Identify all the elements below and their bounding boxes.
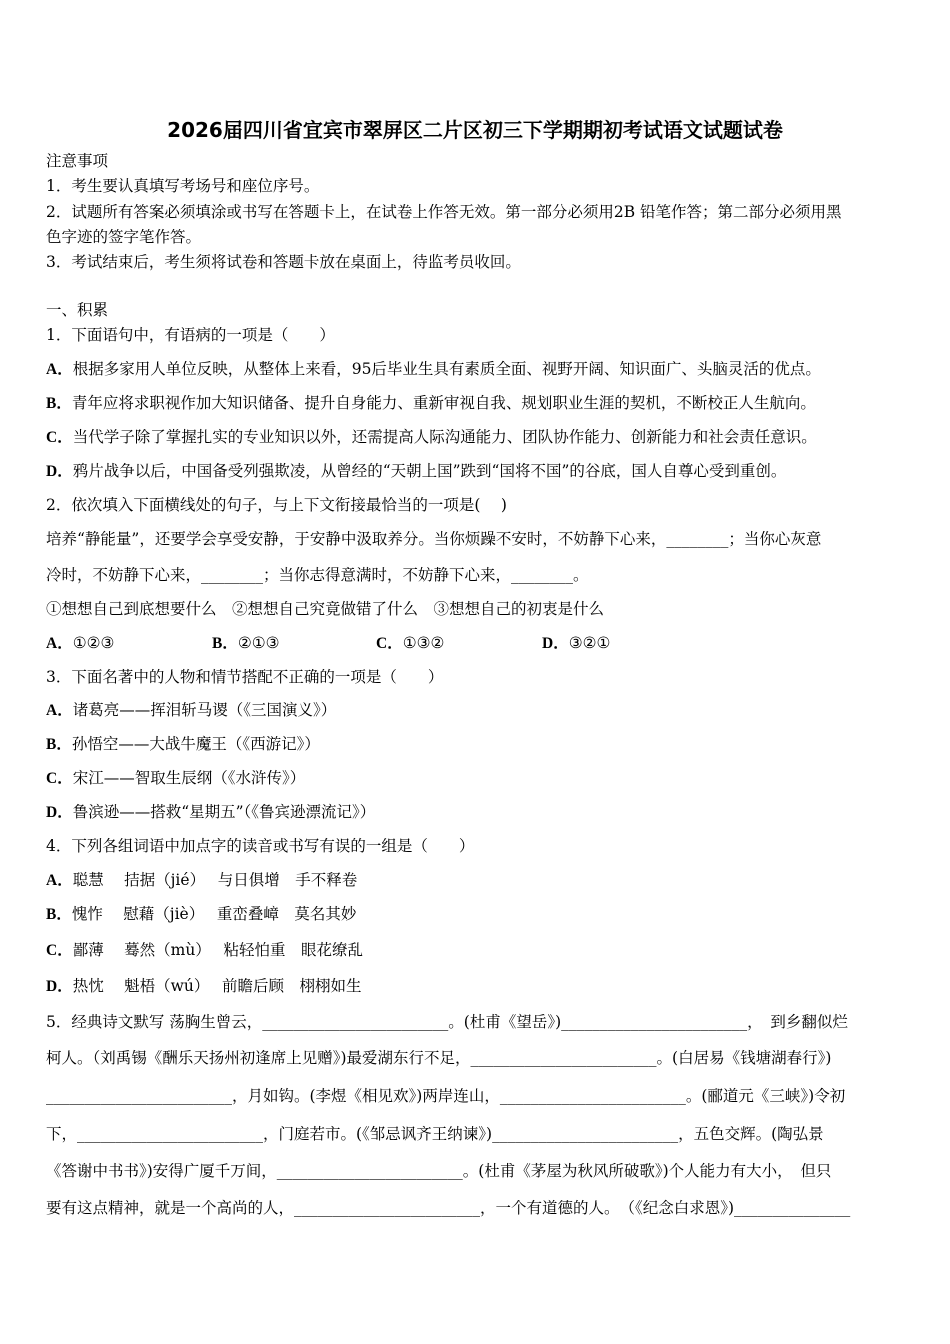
- option: [46, 700, 906, 721]
- page-title: 2026届四川省宜宾市翠屏区二片区初三下学期期初考试语文试题试卷: [167, 118, 783, 142]
- option-letter: D．: [46, 463, 73, 480]
- notice-item: 2．试题所有答案必须填涂或书写在答题卡上，在试卷上作答无效。第一部分必须用2B 铅笔作答；第二部分必须用黑: [46, 203, 842, 221]
- option-text: ①③②: [402, 634, 445, 652]
- question-stem: 3．下面名著中的人物和情节搭配不正确的一项是（ ）: [46, 668, 444, 686]
- option-text: 热忱 魁梧（wú） 前瞻后顾 栩栩如生: [72, 977, 362, 995]
- option-letter: D．: [46, 804, 73, 821]
- option-text: 愧怍 慰藉（jiè） 重峦叠嶂 莫名其妙: [71, 905, 357, 923]
- option-letter: B．: [46, 395, 72, 412]
- option-text: 鄙薄 蓦然（mù） 粘轻怕重 眼花缭乱: [72, 941, 363, 959]
- option: [46, 870, 906, 891]
- option: [46, 427, 906, 448]
- fill-in-line: 《答谢中书书》)安得广厦千万间，________________________。(杜甫《茅屋为秋风所破歌》)个人能力有大小， 但只: [46, 1162, 832, 1180]
- option: [46, 461, 906, 482]
- option-text: 孙悟空——大战牛魔王（《西游记》）: [71, 735, 320, 753]
- question-stem: 2．依次填入下面横线处的句子，与上下文衔接最恰当的一项是( ): [46, 496, 507, 514]
- option-letter: A．: [46, 361, 73, 378]
- question-stem: 1．下面语句中，有语病的一项是（ ）: [46, 326, 335, 344]
- option-text: ③②①: [568, 634, 611, 652]
- option-letter: C．: [376, 635, 403, 652]
- option-letter: A．: [46, 872, 73, 889]
- option-letter: D．: [46, 978, 73, 995]
- notice-heading: 注意事项: [46, 152, 109, 170]
- section-heading: 一、积累: [46, 301, 109, 319]
- option-letter: C．: [46, 429, 73, 446]
- option-letter: D．: [542, 635, 569, 652]
- option-letter: C．: [46, 770, 73, 787]
- fill-in-line: 要有这点精神，就是一个高尚的人，________________________，一个有道德的人。 （《纪念白求恩》)_______________: [46, 1199, 851, 1217]
- option-text: 青年应将求职视作加大知识储备、提升自身能力、重新审视自我、规划职业生涯的契机，不断校正人生航向。: [71, 394, 816, 412]
- fill-in-line: 5．经典诗文默写 荡胸生曾云，________________________。(杜甫《望岳》)________________________， 到乡翻似烂: [46, 1013, 848, 1031]
- option: [46, 393, 906, 414]
- passage-line: 冷时，不妨静下心来，________；当你志得意满时，不妨静下心来，________。: [46, 566, 589, 584]
- option: [46, 802, 906, 823]
- fill-in-line: 柯人。（刘禹锡《酬乐天扬州初逢席上见赠》)最爱湖东行不足，________________________。(白居易《钱塘湖春行》): [46, 1049, 832, 1067]
- notice-item: 色字迹的签字笔作答。: [46, 228, 202, 246]
- option-text: 宋江——智取生辰纲（《水浒传》）: [72, 769, 306, 787]
- option: [46, 768, 906, 789]
- question-stem: 4．下列各组词语中加点字的读音或书写有误的一组是（ ）: [46, 837, 475, 855]
- option-letter: B．: [46, 906, 72, 923]
- option-text: ②①③: [237, 634, 280, 652]
- choices-line: ①想想自己到底想要什么 ②想想自己究竟做错了什么 ③想想自己的初衷是什么: [46, 600, 605, 618]
- option-text: ①②③: [72, 634, 115, 652]
- option-text: 聪慧 拮据（jié） 与日俱增 手不释卷: [72, 871, 358, 889]
- option-text: 鲁滨逊——搭救“星期五”（《鲁宾逊漂流记》）: [72, 803, 376, 821]
- option: [46, 940, 906, 961]
- option-text: 当代学子除了掌握扎实的专业知识以外，还需提高人际沟通能力、团队协作能力、创新能力和社会责任意识。: [72, 428, 817, 446]
- option-letter: C．: [46, 942, 73, 959]
- option: [46, 359, 906, 380]
- option-text: 根据多家用人单位反映，从整体上来看，95后毕业生具有素质全面、视野开阔、知识面广、头脑灵活的优点。: [72, 360, 821, 378]
- option-letter: B．: [46, 736, 72, 753]
- notice-item: 3．考试结束后，考生须将试卷和答题卡放在桌面上，待监考员收回。: [46, 253, 521, 271]
- fill-in-line: ________________________，月如钩。(李煜《相见欢》)两岸连山，________________________。(郦道元《三峡》)令初: [46, 1087, 846, 1105]
- fill-in-line: 下，________________________，门庭若市。(《邹忌讽齐王纳谏》)________________________，五色交辉。(陶弘景: [46, 1125, 824, 1143]
- option-letter: A．: [46, 635, 73, 652]
- passage-line: 培养“静能量”，还要学会享受安静，于安静中汲取养分。当你烦躁不安时，不妨静下心来，________；当你心灰意: [46, 530, 822, 548]
- option: [46, 976, 906, 997]
- option: [46, 904, 906, 925]
- notice-item: 1．考生要认真填写考场号和座位序号。: [46, 177, 320, 195]
- option-text: 鸦片战争以后，中国备受列强欺凌，从曾经的“天朝上国”跌到“国将不国”的谷底，国人自尊心受到重创。: [72, 462, 787, 480]
- option: [46, 734, 906, 755]
- option-letter: B．: [212, 635, 238, 652]
- option-text: 诸葛亮——挥泪斩马谡（《三国演义》）: [72, 701, 337, 719]
- option-letter: A．: [46, 702, 73, 719]
